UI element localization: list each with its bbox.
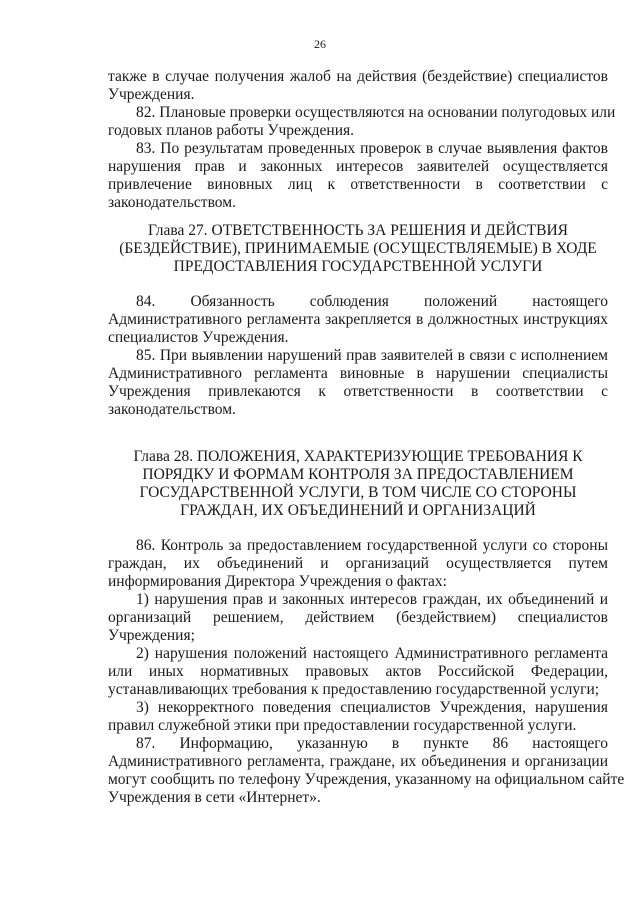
text-line: Учреждения; bbox=[108, 627, 195, 644]
text-line: Учреждения привлекаются к ответственности в соответствии с bbox=[108, 383, 608, 400]
text-line: законодательством. bbox=[108, 401, 236, 418]
chapter-heading-line: ПРЕДОСТАВЛЕНИЯ ГОСУДАРСТВЕННОЙ УСЛУГИ bbox=[173, 258, 543, 275]
chapter-heading-line: (БЕЗДЕЙСТВИЕ), ПРИНИМАЕМЫЕ (ОСУЩЕСТВЛЯЕМЫЕ) В ХОДЕ bbox=[119, 240, 597, 257]
text-line: Административного регламента, граждане, их объединения и организации bbox=[108, 753, 608, 770]
chapter-heading-line: ПОРЯДКУ И ФОРМАМ КОНТРОЛЯ ЗА ПРЕДОСТАВЛЕНИЕМ bbox=[142, 466, 574, 483]
chapter-heading-line: ГРАЖДАН, ИХ ОБЪЕДИНЕНИЙ И ОРГАНИЗАЦИЙ bbox=[180, 502, 536, 519]
text-line: Учреждения. bbox=[108, 86, 195, 103]
text-line: 82. Плановые проверки осуществляются на основании полугодовых или bbox=[136, 104, 616, 121]
text-line: организаций решением, действием (бездействием) специалистов bbox=[108, 609, 608, 626]
text-line: законодательством. bbox=[108, 194, 236, 211]
chapter-heading-line: Глава 27. ОТВЕТСТВЕННОСТЬ ЗА РЕШЕНИЯ И ДЕЙСТВИЯ bbox=[147, 222, 569, 239]
text-line: Административного регламента виновные в нарушении специалисты bbox=[108, 365, 608, 382]
text-line: граждан, их объединений и организаций осуществляется путем bbox=[108, 555, 608, 572]
text-line: привлечение виновных лиц к ответственности в соответствии с bbox=[108, 176, 608, 193]
text-line: 86. Контроль за предоставлением государственной услуги со стороны bbox=[136, 537, 608, 554]
chapter-heading-line: Глава 28. ПОЛОЖЕНИЯ, ХАРАКТЕРИЗУЮЩИЕ ТРЕБОВАНИЯ К bbox=[133, 448, 583, 465]
text-line: 84. Обязанность соблюдения положений настоящего bbox=[136, 293, 608, 310]
page-number: 26 bbox=[314, 37, 326, 51]
text-line: устанавливающих требования к предоставлению государственной услуги; bbox=[108, 681, 600, 698]
text-line: также в случае получения жалоб на действия (бездействие) специалистов bbox=[108, 68, 608, 85]
chapter-heading-line: ГОСУДАРСТВЕННОЙ УСЛУГИ, В ТОМ ЧИСЛЕ СО СТОРОНЫ bbox=[139, 484, 577, 501]
text-line: 2) нарушения положений настоящего Административного регламента bbox=[136, 645, 608, 662]
text-line: информирования Директора Учреждения о фактах: bbox=[108, 573, 447, 590]
text-line: 3) некорректного поведения специалистов Учреждения, нарушения bbox=[136, 699, 608, 716]
text-line: нарушения прав и законных интересов заявителей осуществляется bbox=[108, 158, 608, 175]
text-line: могут сообщить по телефону Учреждения, указанному на официальном сайте bbox=[108, 771, 625, 788]
text-line: годовых планов работы Учреждения. bbox=[108, 122, 355, 139]
text-line: или иных нормативных правовых актов Российской Федерации, bbox=[108, 663, 608, 680]
text-line: Учреждения в сети «Интернет». bbox=[108, 789, 321, 806]
text-line: Административного регламента закрепляется в должностных инструкциях bbox=[108, 311, 608, 328]
text-line: специалистов Учреждения. bbox=[108, 329, 289, 346]
text-line: правил служебной этики при предоставлении государственной услуги. bbox=[108, 717, 577, 734]
text-line: 87. Информацию, указанную в пункте 86 настоящего bbox=[136, 735, 608, 752]
text-line: 85. При выявлении нарушений прав заявителей в связи с исполнением bbox=[136, 347, 608, 364]
text-line: 1) нарушения прав и законных интересов граждан, их объединений и bbox=[136, 591, 608, 608]
text-line: 83. По результатам проведенных проверок в случае выявления фактов bbox=[136, 140, 608, 157]
